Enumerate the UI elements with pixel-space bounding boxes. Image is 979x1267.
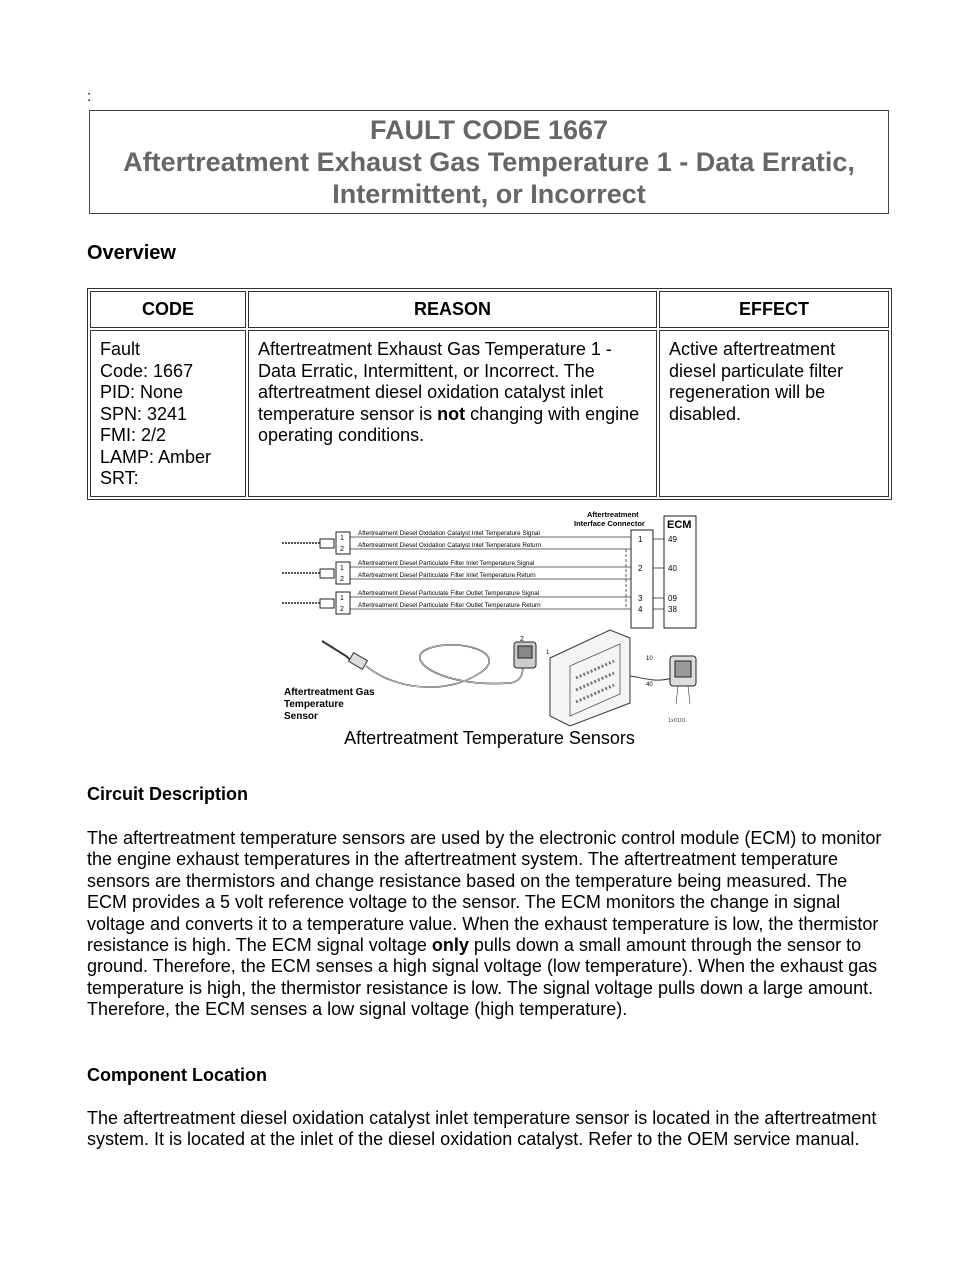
fault-code-title: FAULT CODE 1667	[369, 115, 609, 145]
code-line: FMI: 2/2	[100, 425, 167, 445]
reason-emphasis: not	[437, 403, 466, 424]
circuit-description-heading: Circuit Description	[87, 784, 249, 804]
page-marker: :	[87, 88, 92, 105]
overview-table	[87, 288, 892, 500]
component-location-heading: Component Location	[87, 1065, 267, 1085]
ecm-pin: 09	[668, 594, 677, 603]
sensor-group-3	[282, 590, 631, 614]
reason-text: Aftertreatment Exhaust Gas Temperature 1 - Data Erratic, Intermittent, or Incorrect. The aftertreatment diesel oxidation catalyst inlet temperature sensor is	[258, 339, 612, 424]
sensor-label: Temperature	[284, 699, 344, 710]
component-location-text: The aftertreatment diesel oxidation catalyst inlet temperature sensor is located in the aftertreatment system. It is located at the inlet of the diesel oxidation catalyst. Refer to the OEM service manual.	[87, 1108, 877, 1150]
callout: 40	[646, 682, 653, 688]
effect-cell: Active aftertreatment diesel particulate filter regeneration will be disabled.	[659, 330, 889, 497]
connector-pin: 1	[638, 535, 643, 544]
circuit-text: The aftertreatment temperature sensors are used by the electronic control module (ECM) to monitor the engine exhaust temperatures in the aftertreatment system. The aftertreatment temperature sensors are thermistors and change resistance based on the temperature being measured. The ECM provides a 5 volt reference voltage to the sensor. The ECM monitors the change in signal voltage and converts it to a temperature value. When the exhaust temperature is low, the thermistor resistance is high. The ECM signal voltage	[87, 828, 882, 956]
wire-label: Aftertreatment Diesel Particulate Filter Outlet Temperature Signal	[358, 590, 540, 597]
ecm-illustration	[550, 630, 696, 726]
code-line: SPN: 3241	[100, 403, 188, 424]
sensor-wiring-diagram	[280, 508, 700, 730]
code-line: Code: 1667	[100, 360, 194, 381]
reason-cell	[248, 330, 657, 497]
sensor-label: Aftertreatment Gas	[284, 687, 375, 698]
circuit-emphasis: only	[431, 935, 469, 956]
connector-label: Interface Connector	[574, 519, 645, 528]
wire-label: Aftertreatment Diesel Oxidation Catalyst Inlet Temperature Return	[358, 542, 542, 549]
reason-column-header: REASON	[248, 291, 657, 328]
effect-column-header: EFFECT	[659, 291, 889, 328]
connector-pin: 3	[638, 594, 643, 603]
wire-label: Aftertreatment Diesel Oxidation Catalyst Inlet Temperature Signal	[358, 530, 540, 537]
wire-label: Aftertreatment Diesel Particulate Filter Inlet Temperature Return	[358, 572, 536, 579]
code-line: PID: None	[100, 382, 184, 402]
svg-text:1: 1	[340, 535, 344, 542]
code-line: LAMP: Amber	[100, 446, 212, 467]
overview-heading: Overview	[87, 242, 176, 264]
svg-text:2: 2	[340, 546, 344, 553]
svg-text:1: 1	[340, 595, 344, 602]
code-cell	[90, 330, 246, 497]
ecm-label: ECM	[667, 519, 692, 531]
sensor-group-2	[282, 560, 631, 584]
code-line: SRT:	[100, 468, 139, 488]
sensor-group-1	[282, 530, 631, 554]
callout: 1	[546, 650, 550, 656]
table-row	[90, 330, 889, 497]
wire-label: Aftertreatment Diesel Particulate Filter Outlet Temperature Return	[358, 602, 541, 609]
code-column-header: CODE	[90, 291, 246, 328]
wire-label: Aftertreatment Diesel Particulate Filter Inlet Temperature Signal	[358, 560, 535, 567]
fault-title-box	[89, 110, 889, 214]
fault-description-title: Aftertreatment Exhaust Gas Temperature 1 - Data Erratic, Intermittent, or Incorrect	[123, 147, 855, 209]
ecm-pin: 40	[668, 564, 677, 573]
callout: 2	[520, 636, 524, 643]
ecm-pin: 49	[668, 535, 677, 544]
code-line: Fault	[100, 339, 141, 359]
sensor-label: Sensor	[284, 711, 318, 722]
table-header-row	[90, 291, 889, 328]
svg-text:1: 1	[340, 565, 344, 572]
connector-pin: 4	[638, 605, 643, 614]
circuit-text-end: pulls down a small amount through the sensor to ground. Therefore, the ECM senses a high signal voltage (low temperature). When the exhaust gas temperature is high, the thermistor resistance is low. The signal voltage pulls down a large amount. Therefore, the ECM senses a low signal voltage (high temperature).	[87, 935, 878, 1020]
ecm-pin: 38	[668, 605, 677, 614]
sensor-illustration	[322, 636, 550, 687]
reason-text-end: changing with engine operating conditions.	[258, 403, 640, 445]
callout: 10	[646, 656, 653, 662]
figure-caption: Aftertreatment Temperature Sensors	[344, 728, 635, 748]
circuit-description-text	[87, 828, 887, 1021]
connector-pin: 2	[638, 564, 643, 573]
figure-id: 1x0101	[668, 718, 687, 724]
svg-text:2: 2	[340, 576, 344, 583]
connector-label: Aftertreatment	[587, 510, 639, 519]
svg-text:2: 2	[340, 606, 344, 613]
